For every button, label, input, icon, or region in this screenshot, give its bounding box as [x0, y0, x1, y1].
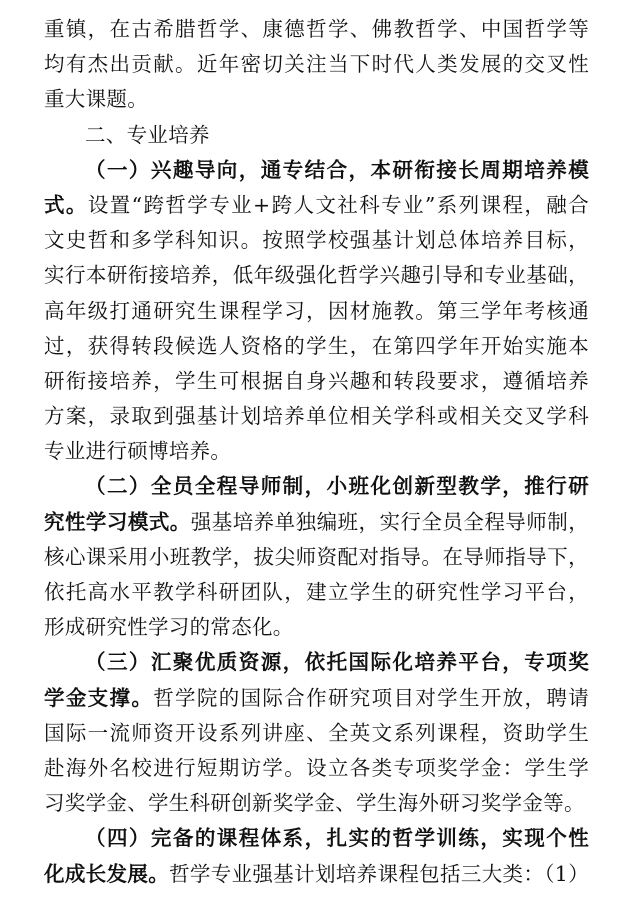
body-line: 过，获得转段候选人资格的学生，在第四学年开始实施本: [44, 333, 589, 358]
body-line: 国际一流师资开设系列讲座、全英文系列课程，资助学生: [44, 720, 589, 745]
body-line: 实行本研衔接培养，低年级强化哲学兴趣引导和专业基础，: [44, 263, 589, 288]
item-heading-tail: 学金支撑。: [44, 685, 154, 710]
item-heading-tail: 化成长发展。: [44, 861, 170, 886]
body-line: 习奖学金、学生科研创新奖学金、学生海外研习奖学金等。: [44, 791, 585, 816]
body-line: 文史哲和多学科知识。按照学校强基计划总体培养目标，: [44, 228, 589, 253]
body-line: 均有杰出贡献。近年密切关注当下时代人类发展的交叉性: [44, 52, 589, 77]
item-heading: （二）全员全程导师制，小班化创新型教学，推行研: [85, 474, 589, 499]
body-line-mixed: [44, 188, 589, 223]
item-heading: （一）兴趣导向，通专结合，本研衔接长周期培养模: [85, 157, 589, 182]
body-line: 方案，录取到强基计划培养单位相关学科或相关交叉学科: [44, 404, 589, 429]
body-text: 哲学专业强基计划培养课程包括三大类：（1）: [169, 861, 589, 886]
body-line-mixed: [44, 505, 589, 540]
body-line: 赴海外名校进行短期访学。设立各类专项奖学金：学生学: [44, 755, 589, 780]
body-line: 核心课采用小班教学，拔尖师资配对指导。在导师指导下，: [44, 544, 589, 569]
body-text: 强基培养单独编班，实行全员全程导师制，: [190, 509, 589, 534]
body-line: 高年级打通研究生课程学习，因材施教。第三学年考核通: [44, 298, 589, 323]
body-line: 形成研究性学习的常态化。: [44, 615, 294, 640]
body-line: 重大课题。: [44, 87, 148, 112]
body-text: 设置“跨哲学专业+跨人文社科专业”系列课程，融合: [87, 192, 589, 217]
item-heading-tail: 式。: [44, 192, 88, 217]
body-line: 研衔接培养，学生可根据自身兴趣和转段要求，遵循培养: [44, 368, 589, 393]
body-text: 哲学院的国际合作研究项目对学生开放，聘请: [153, 685, 590, 710]
item-heading: （三）汇聚优质资源，依托国际化培养平台，专项奖: [85, 650, 589, 675]
item-heading-tail: 究性学习模式。: [44, 509, 191, 534]
body-line-mixed: [44, 681, 589, 716]
body-line: 依托高水平教学科研团队，建立学生的研究性学习平台，: [44, 580, 589, 604]
body-line: 专业进行硕博培养。: [44, 439, 232, 464]
body-line: 重镇，在古希腊哲学、康德哲学、佛教哲学、中国哲学等: [44, 17, 589, 41]
item-heading: （四）完备的课程体系，扎实的哲学训练，实现个性: [85, 826, 589, 851]
section-heading: 二、专业培养: [85, 122, 210, 147]
body-line-mixed: [44, 857, 589, 892]
